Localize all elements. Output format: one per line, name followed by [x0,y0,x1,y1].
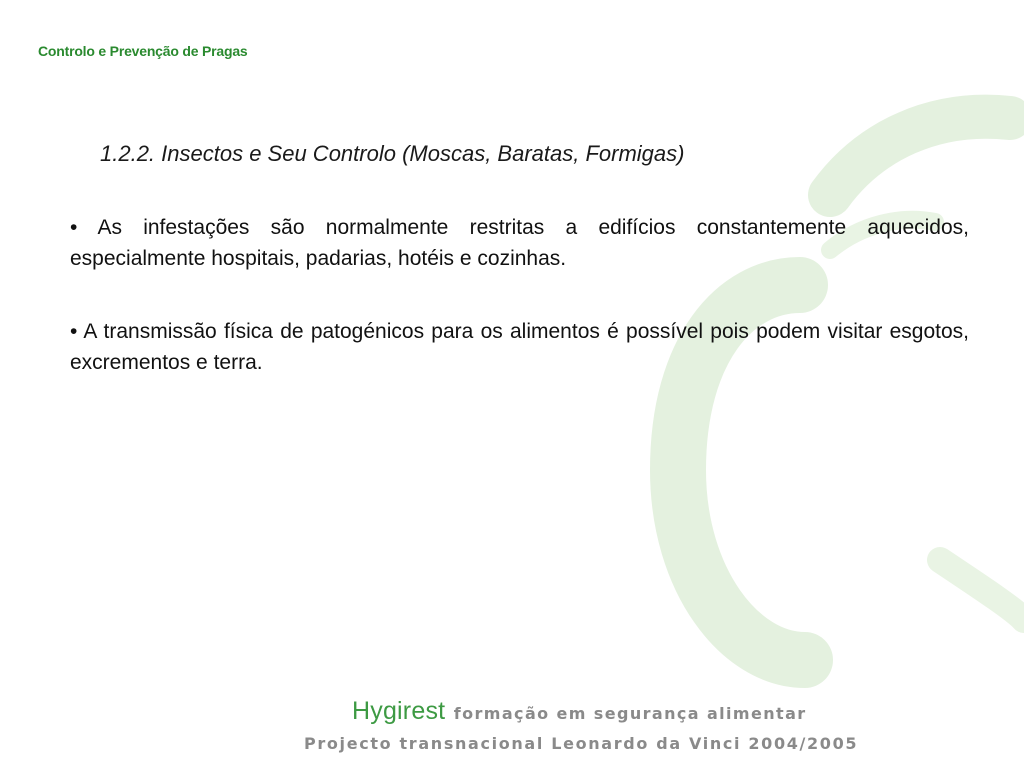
brand-name: Hygirest [352,697,446,725]
section-title: 1.2.2. Insectos e Seu Controlo (Moscas, Baratas, Formigas) [100,141,685,166]
header-title: Controlo e Prevenção de Pragas [38,43,248,59]
footer [0,690,1024,768]
bullet-list [70,212,969,420]
bullet-item: • A transmissão física de patogénicos para os alimentos é possível pois podem visitar esgotos, excrementos e terra. [70,320,969,374]
bullet-item: • As infestações são normalmente restritas a edifícios constantemente aquecidos, especialmente hospitais, padarias, hotéis e cozinhas. [70,216,969,270]
project-line: Projecto transnacional Leonardo da Vinci 2004/2005 [304,734,859,753]
brand-tagline: formação em segurança alimentar [453,704,807,723]
brand-line [352,697,807,726]
